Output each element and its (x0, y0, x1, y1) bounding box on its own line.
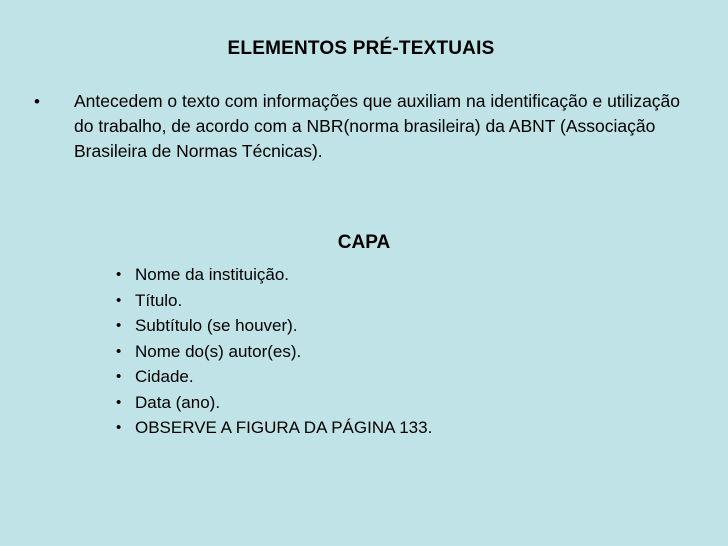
list-item (110, 262, 432, 288)
list-item (110, 288, 432, 314)
bullet-icon: • (116, 291, 122, 309)
list-item (110, 415, 432, 441)
list-item (110, 390, 432, 416)
list-item-text: Título. (135, 290, 183, 310)
slide-title-text: ELEMENTOS PRÉ-TEXTUAIS (227, 38, 495, 59)
list-item (110, 339, 432, 365)
bullet-icon: • (34, 92, 40, 111)
bullet-icon: • (116, 419, 122, 436)
slide-title (0, 38, 728, 60)
intro-text: Antecedem o texto com informações que auxiliam na identificação e utilização do trabalho, de acordo com a NBR(norma brasileira) da ABNT (Associação Brasileira de Normas Técnicas). (74, 91, 681, 161)
bullet-icon: • (116, 317, 122, 334)
list-item-text: OBSERVE A FIGURA DA PÁGINA 133. (135, 418, 433, 437)
intro-paragraph (34, 89, 694, 164)
list-item (110, 364, 432, 390)
bullet-icon: • (116, 266, 122, 283)
list-item (110, 313, 432, 339)
capa-items-list (110, 262, 432, 441)
list-item-text: Nome da instituição. (135, 265, 290, 284)
section-title-text: CAPA (337, 232, 391, 253)
bullet-icon: • (116, 393, 122, 411)
bullet-icon: • (116, 368, 122, 385)
list-item-text: Cidade. (135, 367, 194, 386)
bullet-icon: • (116, 342, 122, 360)
list-item-text: Nome do(s) autor(es). (135, 341, 302, 361)
list-item-text: Data (ano). (135, 392, 221, 412)
section-title (0, 232, 728, 254)
list-item-text: Subtítulo (se houver). (135, 316, 298, 335)
